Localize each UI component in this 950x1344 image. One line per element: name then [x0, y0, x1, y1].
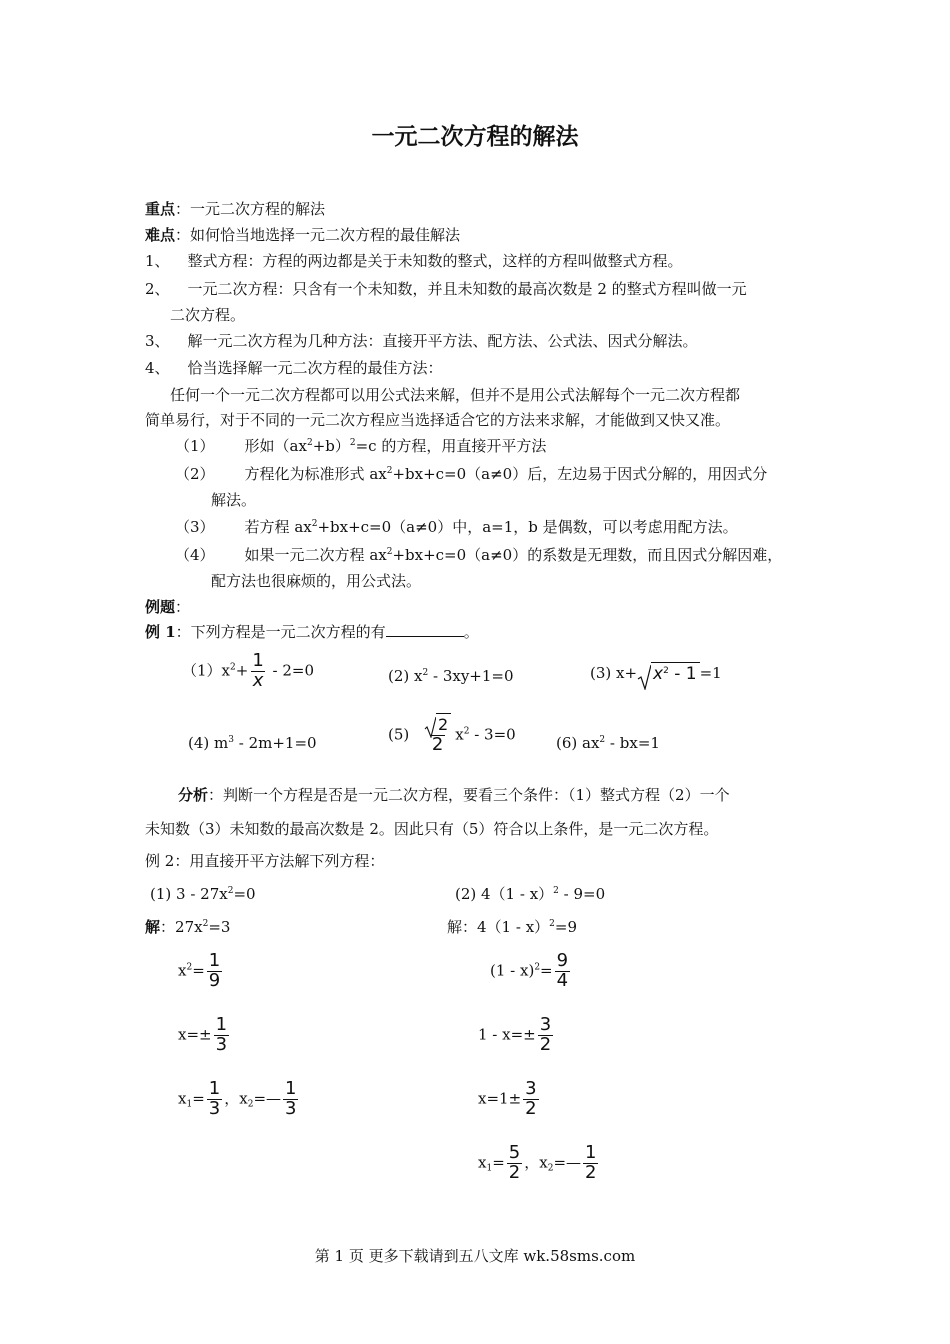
step-text: x [539, 1153, 548, 1172]
difficulty-line [145, 226, 460, 244]
numerator: 1 [208, 950, 221, 971]
equation-4 [188, 734, 317, 752]
fraction [207, 1080, 222, 1119]
eq-text: - 3xy+1=0 [428, 667, 514, 685]
examples-label: 例题 [145, 598, 176, 616]
sup: 2 [663, 666, 669, 676]
sub: 1 [186, 1099, 193, 1110]
equation-6 [556, 734, 660, 752]
method-text: =c 的方程，用直接开平方法 [355, 437, 547, 455]
method-3 [175, 518, 738, 536]
page-footer: 第 1 页 更多下载请到五八文库 wk.58sms.com [314, 1247, 636, 1265]
method-4-cont: 配方法也很麻烦的，用公式法。 [211, 572, 422, 590]
item-number: 4、 [145, 359, 170, 377]
sup: 2 [227, 886, 234, 896]
list-item-2 [145, 280, 747, 298]
step-text: = [192, 961, 205, 980]
eq-text: x [455, 725, 464, 744]
analysis-label: 分析 [178, 786, 209, 804]
item-number: 2、 [145, 280, 170, 298]
step-text: x=1± [478, 1089, 522, 1108]
eq-text: (5) [388, 725, 410, 744]
sup: 2 [553, 886, 559, 896]
left-step-1 [178, 952, 224, 991]
denominator: 3 [215, 1033, 228, 1055]
sub: 1 [486, 1163, 493, 1174]
denominator: 2 [525, 1097, 537, 1119]
step-text: 1 - x=± [478, 1025, 536, 1044]
equation-5 [388, 716, 516, 755]
radicand: - 1 [668, 664, 697, 684]
answer-blank [386, 624, 464, 637]
step-text: x [239, 1089, 248, 1108]
list-item-2-cont: 二次方程。 [170, 306, 246, 324]
eq-text: + [235, 661, 249, 680]
right-step-4 [478, 1144, 600, 1183]
step-text: =— [553, 1153, 582, 1172]
solution-text: 解：4（1 - x） [447, 918, 550, 936]
method-text: 若方程 ax [244, 518, 312, 536]
denominator: 3 [208, 1097, 221, 1119]
radical [637, 664, 700, 684]
eq-text: - 3=0 [469, 725, 516, 744]
fraction [507, 1144, 522, 1183]
numerator: 1 [215, 1014, 228, 1035]
eq-text: (3) x+ [590, 664, 638, 683]
left-step-3 [178, 1080, 300, 1119]
sup: 2 [599, 735, 606, 745]
sub: 2 [247, 1099, 254, 1110]
sup: 2 [386, 547, 393, 557]
sup: 2 [549, 919, 555, 929]
fraction [283, 1080, 298, 1119]
examples-colon: ： [175, 598, 191, 616]
eq-text: =1 [699, 664, 722, 683]
numerator: 3 [539, 1014, 552, 1035]
fraction [422, 716, 453, 755]
eq-text: - bx=1 [605, 734, 660, 752]
fraction [207, 952, 222, 991]
item-number: 3、 [145, 332, 170, 350]
sup: 2 [230, 662, 236, 673]
denominator: x [252, 669, 264, 691]
analysis-text: ：判断一个方程是否是一元二次方程，要看三个条件：（1）整式方程（2）一个 [208, 786, 730, 804]
radicand: 2 [436, 713, 451, 734]
numerator: 1 [252, 650, 264, 671]
sup: 2 [534, 962, 541, 973]
numerator: 1 [208, 1078, 221, 1099]
solution-text: 27x [175, 918, 203, 936]
fraction [523, 1080, 538, 1119]
method-1 [175, 437, 546, 455]
denominator: 3 [285, 1097, 297, 1119]
equation-3 [590, 664, 722, 684]
step-text: (1 - x) [490, 961, 535, 980]
problem-1 [150, 885, 256, 903]
analysis-line-2: 未知数（3）未知数的最高次数是 2。因此只有（5）符合以上条件，是一元二次方程。 [145, 820, 719, 838]
example-label: 例 2 [145, 852, 175, 870]
difficulty-text: ：如何恰当地选择一元二次方程的最佳解法 [175, 226, 461, 244]
method-text: 方程化为标准形式 ax [244, 465, 387, 483]
sup: 2 [386, 466, 393, 476]
paragraph-line-2: 简单易行，对于不同的一元二次方程应当选择适合它的方法来求解，才能做到又快又准。 [145, 411, 731, 429]
sup: 2 [349, 438, 356, 448]
example-text: ：用直接开平方法解下列方程： [174, 852, 385, 870]
example-end: 。 [463, 623, 479, 641]
eq-text: - 2=0 [267, 661, 315, 680]
right-step-3 [478, 1080, 541, 1119]
step-text: x [178, 1089, 187, 1108]
method-text: +b） [312, 437, 350, 455]
eq-text: (6) ax [556, 734, 600, 752]
method-number: （4） [175, 546, 215, 564]
page-title: 一元二次方程的解法 [371, 124, 579, 150]
eq-text: (4) m [188, 734, 229, 752]
sub: 2 [547, 1163, 554, 1174]
numerator: 1 [585, 1142, 597, 1163]
step-text: x=± [178, 1025, 212, 1044]
fraction [555, 952, 570, 991]
fraction [583, 1144, 598, 1183]
sup: 2 [202, 919, 209, 929]
key-point-label: 重点 [145, 200, 176, 218]
example-label: 例 1 [145, 623, 176, 641]
radical [424, 716, 451, 735]
sup: 3 [228, 735, 234, 745]
method-4 [175, 546, 782, 564]
equation-2 [388, 667, 514, 685]
list-item-4 [145, 359, 443, 377]
radicand: x [653, 664, 664, 684]
denominator: 2 [431, 734, 444, 756]
item-text: 解一元二次方程为几种方法：直接开平方法、配方法、公式法、因式分解法。 [187, 332, 698, 350]
list-item-3 [145, 332, 698, 350]
step-text: =— [253, 1089, 282, 1108]
fraction [214, 1016, 229, 1055]
solution-text: =9 [554, 918, 578, 936]
solution-colon: ： [160, 918, 176, 936]
problem-2 [455, 885, 605, 903]
fraction [538, 1016, 553, 1055]
key-point-text: ：一元二次方程的解法 [175, 200, 326, 218]
item-text: 整式方程：方程的两边都是关于未知数的整式，这样的方程叫做整式方程。 [187, 252, 683, 270]
step-text: = [492, 1153, 505, 1172]
method-2 [175, 465, 767, 483]
eq-text: - 2m+1=0 [233, 734, 317, 752]
method-text: 形如（ax [244, 437, 307, 455]
step-text: x [478, 1153, 487, 1172]
denominator: 9 [208, 969, 221, 991]
sup: 2 [463, 726, 470, 737]
numerator: 1 [285, 1078, 297, 1099]
method-text: +bx+c=0（a≠0）后，左边易于因式分解的，用因式分 [392, 465, 768, 483]
solution-text: =3 [208, 918, 231, 936]
paragraph-line-1: 任何一个一元二次方程都可以用公式法来解，但并不是用公式法解每个一元二次方程都 [170, 386, 741, 404]
sup: 2 [422, 668, 429, 678]
method-text: 如果一元二次方程 ax [244, 546, 387, 564]
problem-text: (1) 3 - 27x [150, 885, 228, 903]
right-step-2 [478, 1016, 555, 1055]
fraction [250, 652, 265, 691]
example-text: ：下列方程是一元二次方程的有 [175, 623, 386, 641]
denominator: 2 [539, 1033, 552, 1055]
denominator: 2 [585, 1161, 597, 1183]
numerator: 3 [525, 1078, 537, 1099]
eq-text: (2) x [388, 667, 423, 685]
numerator: 9 [556, 950, 569, 971]
item-text: 一元二次方程：只含有一个未知数，并且未知数的最高次数是 2 的整式方程叫做一元 [187, 280, 747, 298]
item-number: 1、 [145, 252, 170, 270]
denominator: 4 [556, 969, 569, 991]
eq-text: （1）x [182, 661, 231, 680]
item-text: 恰当选择解一元二次方程的最佳方法： [187, 359, 443, 377]
step-text: ， [524, 1153, 540, 1172]
problem-text: =0 [233, 885, 256, 903]
method-2-cont: 解法。 [211, 491, 257, 509]
method-number: （3） [175, 518, 215, 536]
method-number: （2） [175, 465, 215, 483]
problem-text: (2) 4（1 - x） [455, 885, 554, 903]
method-text: +bx+c=0（a≠0）的系数是无理数，而且因式分解因难， [392, 546, 783, 564]
list-item-1 [145, 252, 683, 270]
step-text: = [540, 961, 553, 980]
equation-1 [182, 652, 314, 691]
sup: 2 [311, 519, 318, 529]
problem-text: - 9=0 [558, 885, 606, 903]
step-text: x [178, 961, 187, 980]
example-1 [145, 623, 479, 641]
analysis-line-1 [178, 786, 730, 804]
method-text: +bx+c=0（a≠0）中，a=1，b 是偶数，可以考虑用配方法。 [317, 518, 738, 536]
solution-1-start [145, 918, 230, 936]
key-point-line [145, 200, 325, 218]
denominator: 2 [508, 1161, 521, 1183]
sup: 2 [306, 438, 313, 448]
solution-2-start [447, 918, 577, 936]
example-2 [145, 852, 384, 870]
examples-heading [145, 598, 190, 616]
step-text: ， [224, 1089, 240, 1108]
right-step-1 [490, 952, 572, 991]
method-number: （1） [175, 437, 215, 455]
numerator [422, 716, 453, 735]
sup: 2 [186, 962, 193, 973]
left-step-2 [178, 1016, 231, 1055]
step-text: = [192, 1089, 205, 1108]
solution-label: 解 [145, 918, 161, 936]
numerator: 5 [508, 1142, 521, 1163]
difficulty-label: 难点 [145, 226, 176, 244]
